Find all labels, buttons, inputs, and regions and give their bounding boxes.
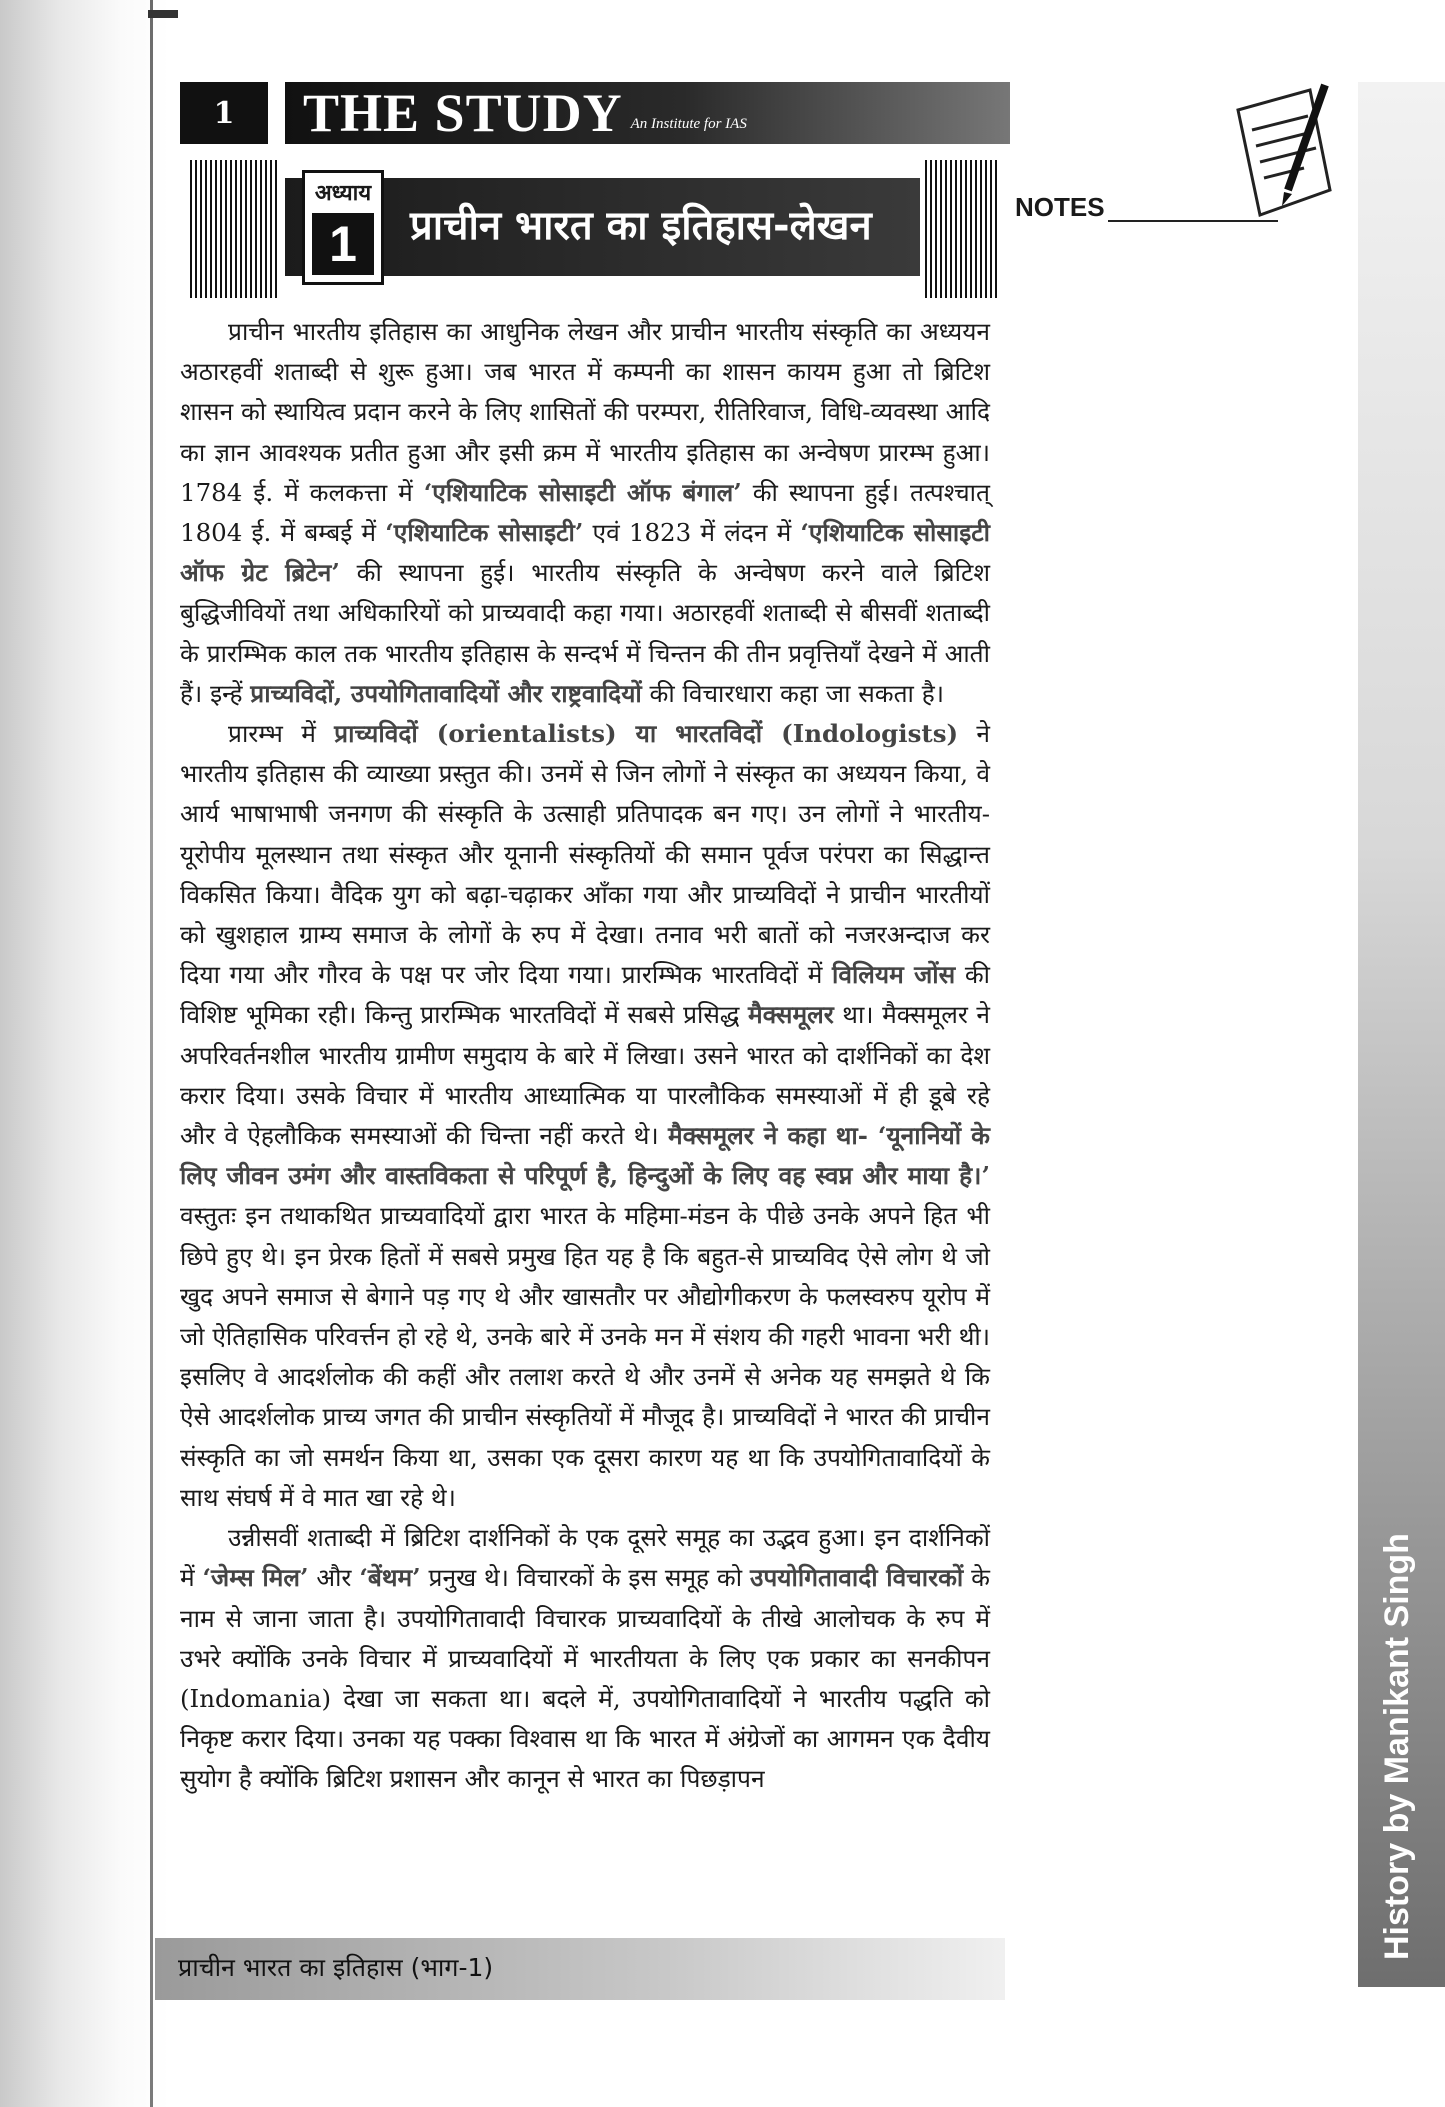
text-run: प्रारम्भ में	[228, 719, 335, 749]
text-run: की स्थापना हुई। भारतीय संस्कृति के अन्वेषण करने वाले ब्रिटिश बुद्धिजीवियों तथा अधिकारियों को प्राच्यवादी कहा गया। अठारहवीं शताब्दी से बीसवीं शताब्दी के प्रारम्भिक काल तक भारतीय इतिहास के सन्दर्भ में चिन्तन की तीन प्रवृत्तियाँ देखने में आती हैं। इन्हें	[180, 558, 990, 708]
chapter-stripes-left	[190, 160, 280, 298]
highlight: विलियम जोंस	[831, 960, 956, 990]
text-run: की विचारधारा कहा जा सकता है।	[641, 678, 944, 708]
side-author-text: History by Manikant Singh	[1378, 1533, 1416, 1960]
brand-tagline: An Institute for IAS	[630, 115, 747, 132]
binding-edge	[150, 0, 153, 2107]
text-run: और	[308, 1563, 360, 1593]
chapter-body	[180, 312, 990, 1800]
highlight: मैक्समूलर	[748, 1000, 834, 1030]
brand-banner	[285, 82, 1010, 144]
highlight: प्राच्यविदों (orientalists) या भारतविदों (Indologists)	[334, 719, 959, 749]
text-run: प्रनुख थे। विचारकों के इस समूह को	[420, 1563, 750, 1593]
text-run: उन्नीसवीं शताब्दी में ब्रिटिश दार्शनिकों के एक दूसरे समूह का उद्भव हुआ। इन दार्शनिकों में	[180, 1523, 990, 1593]
page-binding-shadow	[0, 0, 170, 2107]
highlight: मैक्समूलर ने कहा था- ‘यूनानियों के लिए जीवन उमंग और वास्तविकता से परिपूर्ण है, हिन्दुओं के लिए वह स्वप्न और माया है।’	[180, 1121, 990, 1191]
highlight: उपयोगितावादी विचारकों	[749, 1563, 964, 1593]
footer-title: प्राचीन भारत का इतिहास (भाग-1)	[178, 1953, 494, 1982]
notes-label: NOTES	[1015, 192, 1105, 222]
paragraph-2	[180, 714, 990, 1518]
highlight: ‘एशियाटिक सोसाइटी ऑफ बंगाल’	[423, 477, 742, 507]
chapter-stripes-right	[925, 160, 1000, 298]
text-run: प्राचीन भारतीय इतिहास का आधुनिक लेखन और प्राचीन भारतीय संस्कृति का अध्ययन अठारहवीं शताब्दी से शुरू हुआ। जब भारत में कम्पनी का शासन कायम हुआ तो ब्रिटिश शासन को स्थायित्व प्रदान करने के लिए शासितों की परम्परा, रीतिरिवाज, विधि-व्यवस्था आदि का ज्ञान आवश्यक प्रतीत हुआ और इसी क्रम में भारतीय इतिहास का अन्वेषण प्रारम्भ हुआ। 1784 ई. में कलकत्ता में	[180, 317, 990, 507]
chapter-badge	[302, 170, 384, 285]
text-run: की विशिष्ट भूमिका रही। किन्तु प्रारम्भिक भारतविदों में सबसे प्रसिद्ध	[180, 960, 990, 1030]
text-run: के नाम से जाना जाता है। उपयोगितावादी विचारक प्राच्यवादियों के तीखे आलोचक के रुप में उभरे क्योंकि उनके विचार में प्राच्यवादियों में भारतीयता के लिए एक प्रकार का सनकीपन (Indomania) देखा जा सकता था। बदले में, उपयोगितावादियों ने भारतीय पद्धति को निकृष्ट करार दिया। उनका यह पक्का विश्वास था कि भारत में अंग्रेजों का आगमन एक दैवीय सुयोग है क्योंकि ब्रिटिश प्रशासन और कानून से भारत का पिछड़ापन	[180, 1563, 990, 1794]
brand-name: THE STUDY	[303, 83, 623, 143]
text-run: था। मैक्समूलर ने अपरिवर्तनशील भारतीय ग्रामीण समुदाय के बारे में लिखा। उसने भारत को दार्शनिकों का देश करार दिया। उसके विचार में भारतीय आध्यात्मिक या पारलौकिक समस्याओं में ही डूबे रहे और वे ऐहलौकिक समस्याओं की चिन्ता नहीं करते थे।	[180, 1000, 990, 1151]
binding-clip	[148, 10, 178, 18]
text-run: की स्थापना हुई। तत्पश्चात् 1804 ई. में बम्बई में	[180, 477, 990, 548]
highlight: प्राच्यविदों, उपयोगितावादियों और राष्ट्रवादियों	[250, 678, 642, 708]
highlight: ‘बेंथम’	[359, 1563, 421, 1593]
notes-line	[1108, 220, 1278, 222]
chapter-title: प्राचीन भारत का इतिहास-लेखन	[410, 203, 872, 249]
text-run: एवं 1823 में लंदन में	[583, 518, 801, 548]
highlight: ‘एशियाटिक सोसाइटी ऑफ ग्रेट ब्रिटेन’	[180, 518, 990, 588]
text-run: वस्तुतः इन तथाकथित प्राच्यवादियों द्वारा भारत के महिमा-मंडन के पीछे उनके अपने हित भी छिपे हुए थे। इन प्रेरक हितों में सबसे प्रमुख हित यह है कि बहुत-से प्राच्यविद ऐसे लोग थे जो खुद अपने समाज से बेगाने पड़ गए थे और खासतौर पर औद्योगीकरण के फलस्वरुप यूरोप में जो ऐतिहासिक परिवर्त्तन हो रहे थे, उनके बारे में उनके मन में संशय की गहरी भावना भरी थी। इसलिए वे आदर्शलोक की कहीं और तलाश करते थे और उनमें से अनेक यह समझते थे कि ऐसे आदर्शलोक प्राच्य जगत की प्राचीन संस्कृतियों में मौजूद है। प्राच्यविदों ने भारत की प्राचीन संस्कृति का जो समर्थन किया था, उसका एक दूसरा कारण यह था कि उपयोगितावादियों के साथ संघर्ष में वे मात खा रहे थे।	[180, 1201, 990, 1512]
paper-and-pen-icon	[1220, 80, 1340, 230]
chapter-label: अध्याय	[314, 181, 372, 206]
highlight: ‘जेम्स मिल’	[202, 1563, 309, 1593]
paragraph-3	[180, 1518, 990, 1799]
paragraph-1	[180, 312, 990, 714]
highlight: ‘एशियाटिक सोसाइटी’	[385, 518, 584, 548]
chapter-header	[190, 160, 1000, 298]
page-number: 1	[180, 82, 268, 144]
text-run: ने भारतीय इतिहास की व्याख्या प्रस्तुत की। उनमें से जिन लोगों ने संस्कृत का अध्ययन किया, वे आर्य भाषाभाषी जनगण की संस्कृति के उत्साही प्रतिपादक बन गए। उन लोगों ने भारतीय-यूरोपीय मूलस्थान तथा संस्कृत और यूनानी संस्कृतियों की समान पूर्वज परंपरा का सिद्धान्त विकसित किया। वैदिक युग को बढ़ा-चढ़ाकर आँका गया और प्राच्यविदों ने प्राचीन भारतीयों को खुशहाल ग्राम्य समाज के लोगों के रुप में देखा। तनाव भरी बातों को नजरअन्दाज कर दिया गया और गौरव के पक्ष पर जोर दिया गया। प्रारम्भिक भारतविदों में	[180, 719, 991, 990]
chapter-number: 1	[312, 213, 374, 275]
